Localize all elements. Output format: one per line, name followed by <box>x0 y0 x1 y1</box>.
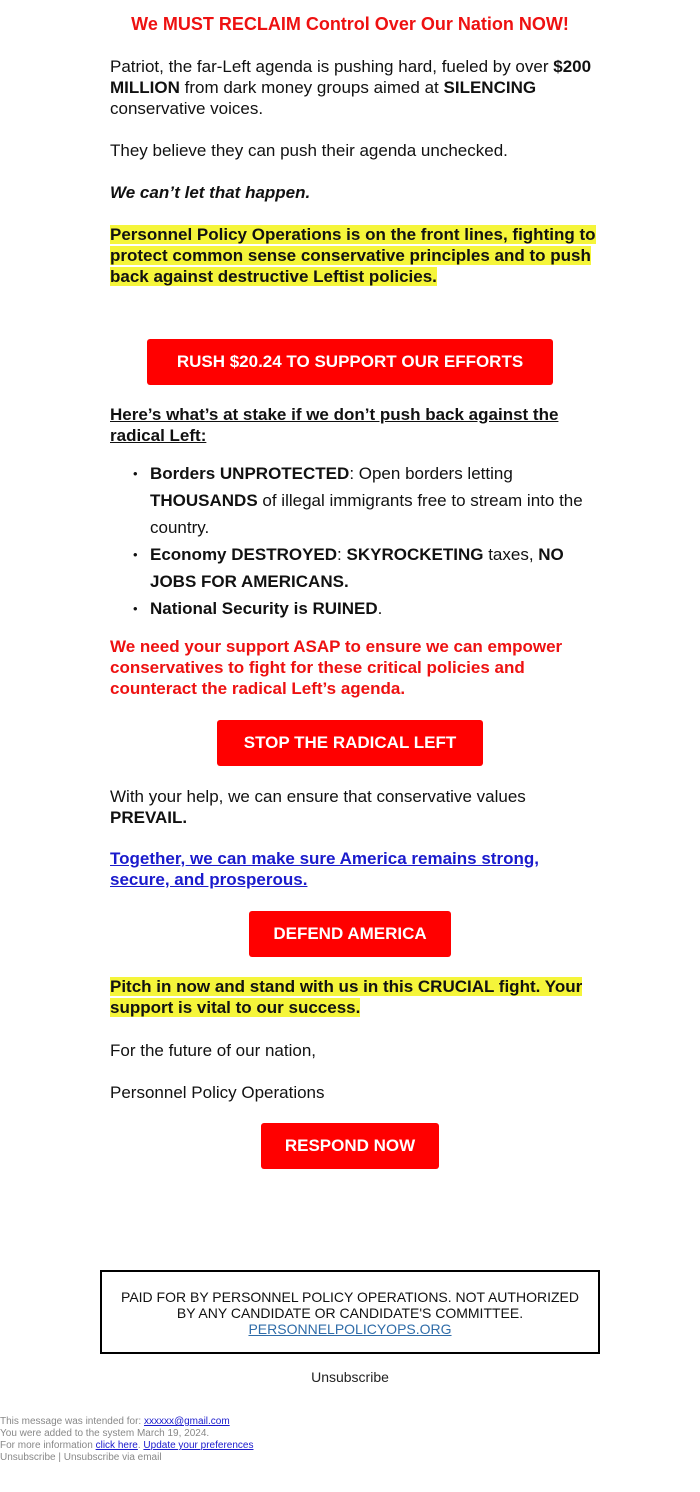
support-paragraph <box>110 636 600 699</box>
footer-intended-text: This message was intended for: <box>0 1416 144 1427</box>
no-jobs-label: NO JOBS FOR AMERICANS. <box>150 545 564 591</box>
help-paragraph <box>110 786 600 828</box>
footer-more-line <box>0 1440 253 1452</box>
economy-text: taxes, <box>483 545 539 564</box>
economy-sep: : <box>337 545 347 564</box>
together-paragraph <box>110 848 600 890</box>
email-headline: We MUST RECLAIM Control Over Our Nation NOW! <box>131 14 569 34</box>
front-lines-highlight: Personnel Policy Operations is on the front lines, fighting to protect common sense conservative principles and to push back against destructive Leftist policies. <box>110 225 596 286</box>
intro-silencing: SILENCING <box>443 78 537 97</box>
together-link[interactable]: Together, we can make sure America remains strong, secure, and prosperous. <box>110 849 539 889</box>
stop-radical-left-button[interactable]: STOP THE RADICAL LEFT <box>217 720 483 766</box>
stakes-heading: Here’s what’s at stake if we don’t push back against the radical Left: <box>110 405 559 445</box>
support-text: We need your support ASAP to ensure we can empower conservatives to fight for these critical policies and counteract the radical Left’s agenda. <box>110 637 563 698</box>
bullet-icon: • <box>133 547 138 562</box>
intro-text-3: conservative voices. <box>110 99 264 118</box>
intro-text-2: from dark money groups aimed at <box>179 78 444 97</box>
prevail-label: PREVAIL. <box>110 808 188 827</box>
skyrocketing-label: SKYROCKETING <box>346 545 484 564</box>
paid-for-disclaimer <box>100 1270 600 1354</box>
footer-click-here-link[interactable]: click here <box>95 1440 138 1451</box>
footer-unsubscribe-line[interactable]: Unsubscribe | Unsubscribe via email <box>0 1452 162 1463</box>
closing-paragraph <box>110 1040 600 1061</box>
stakes-list <box>110 460 600 622</box>
footer-update-preferences-link[interactable]: Update your preferences <box>143 1440 254 1451</box>
pitch-highlight: Pitch in now and stand with us in this CRUCIAL fight. Your support is vital to our success. <box>110 977 583 1017</box>
signature-paragraph <box>110 1082 600 1103</box>
stakes-list-wrap <box>110 460 600 622</box>
borders-label: Borders UNPROTECTED <box>150 464 350 483</box>
economy-label: Economy DESTROYED <box>150 545 338 564</box>
list-item <box>133 460 600 541</box>
cant-let-paragraph <box>110 182 600 203</box>
security-period: . <box>377 599 383 618</box>
footer-added-line: You were added to the system March 19, 2024. <box>0 1428 210 1439</box>
intro-paragraph <box>110 56 600 119</box>
bullet-icon: • <box>133 466 138 481</box>
list-item <box>133 541 600 595</box>
respond-now-button[interactable]: RESPOND NOW <box>261 1123 439 1169</box>
unchecked-paragraph <box>110 140 600 161</box>
footer-email-link[interactable]: xxxxxx@gmail.com <box>143 1416 230 1427</box>
list-item <box>133 595 600 622</box>
paid-for-text: PAID FOR BY PERSONNEL POLICY OPERATIONS. NOT AUTHORIZED BY ANY CANDIDATE OR CANDIDATE'S COMMITTEE. <box>121 1289 579 1321</box>
intro-amount: $200 MILLION <box>110 57 592 97</box>
bullet-icon: • <box>133 601 138 616</box>
closing-text: For the future of our nation, <box>110 1041 317 1060</box>
security-label: National Security is RUINED <box>150 599 378 618</box>
rush-donate-button[interactable]: RUSH $20.24 TO SUPPORT OUR EFFORTS <box>147 339 553 385</box>
intro-text-1: Patriot, the far-Left agenda is pushing hard, fueled by over <box>110 57 554 76</box>
thousands-label: THOUSANDS <box>150 491 258 510</box>
cant-let-text: We can’t let that happen. <box>110 183 311 202</box>
footer-more-text: For more information <box>0 1440 96 1451</box>
highlight-paragraph <box>110 224 600 287</box>
footer-sep: . <box>137 1440 144 1451</box>
pitch-paragraph <box>110 976 600 1018</box>
footer-intended-line <box>0 1416 253 1428</box>
email-footer <box>0 1416 253 1464</box>
signature-text: Personnel Policy Operations <box>110 1083 325 1102</box>
help-text: With your help, we can ensure that conservative values <box>110 787 526 806</box>
stakes-section <box>110 404 600 446</box>
paid-for-website-link[interactable]: PERSONNELPOLICYOPS.ORG <box>248 1321 452 1337</box>
unsubscribe-link[interactable]: Unsubscribe <box>311 1369 389 1385</box>
unchecked-text: They believe they can push their agenda unchecked. <box>110 141 508 160</box>
borders-text-1: : Open borders letting <box>349 464 513 483</box>
borders-text-2: of illegal immigrants free to stream into the country. <box>150 491 583 537</box>
defend-america-button[interactable]: DEFEND AMERICA <box>249 911 451 957</box>
